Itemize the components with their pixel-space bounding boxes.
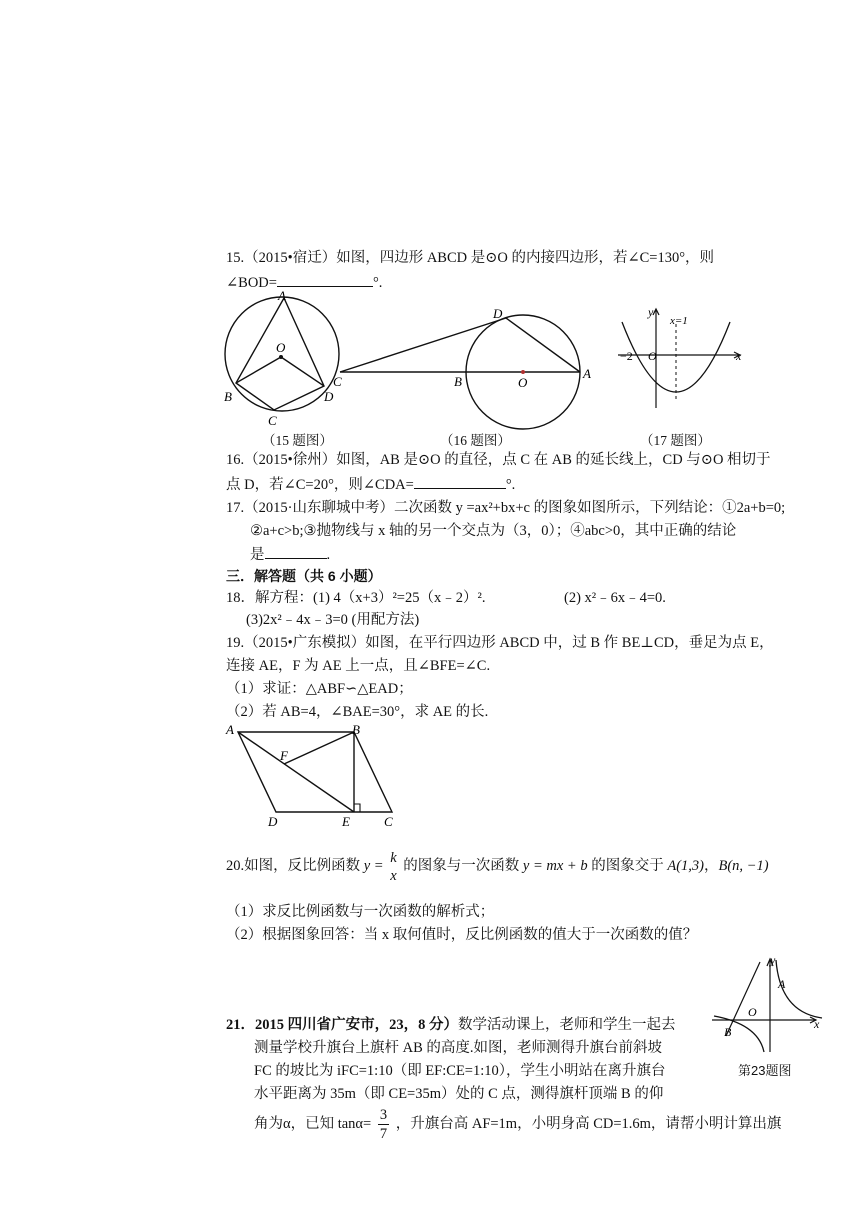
- q17-suffix: .: [326, 547, 331, 563]
- q18-line2: (3)2x²﹣4x﹣3=0 (用配方法): [246, 612, 420, 628]
- label-B: B: [724, 1025, 732, 1039]
- q19-line2: 连接 AE，F 为 AE 上一点，且∠BFE=∠C.: [226, 658, 491, 674]
- label-A: A: [778, 977, 786, 991]
- q15-prefix: ∠BOD=: [226, 275, 277, 291]
- separator: ，: [703, 858, 719, 874]
- q20-line2: （1）求反比例函数与一次函数的解析式；: [226, 904, 495, 920]
- answer-blank: [414, 474, 506, 489]
- q21-line5: [254, 1104, 781, 1144]
- point-B: B(n, −1): [718, 858, 769, 874]
- root-label: −2: [620, 349, 633, 363]
- label-A: A: [278, 288, 286, 303]
- q20-line1: [226, 848, 769, 885]
- label-C: C: [268, 413, 277, 428]
- q21-line5-suffix: ，升旗台高 AF=1m，小明身高 CD=1.6m，请帮小明计算出旗: [395, 1116, 782, 1132]
- fraction-denominator: x: [390, 867, 397, 884]
- figure-23-hyperbola-graph: [710, 952, 835, 1057]
- q16-suffix: °.: [505, 477, 516, 493]
- caption-23: 第23题图: [738, 1063, 792, 1078]
- y-axis-label: y: [770, 953, 776, 967]
- figure-17-parabola-graph: [612, 302, 752, 412]
- q21-line5-prefix: 角为α，已知 tanα=: [254, 1116, 372, 1132]
- caption-17: （17 题图）: [640, 433, 711, 448]
- q21-line2: 测量学校升旗台上旗杆 AB 的高度.如图，老师测得升旗台前斜坡: [254, 1040, 663, 1056]
- fraction-numerator: 3: [379, 1107, 388, 1124]
- symmetry-axis-label: x=1: [670, 315, 688, 327]
- label-B: B: [352, 722, 360, 737]
- label-C: C: [333, 374, 342, 389]
- q15-line1: 15.（2015•宿迁）如图，四边形 ABCD 是⊙O 的内接四边形，若∠C=130°，则: [226, 250, 715, 266]
- q15-suffix: °.: [372, 275, 383, 291]
- q17-line3: [250, 544, 330, 565]
- label-B: B: [224, 389, 232, 404]
- q20-prefix: 20.如图，反比例函数: [226, 858, 361, 874]
- label-O: O: [276, 340, 286, 355]
- q20-line3: （2）根据图象回答：当 x 取何值时，反比例函数的值大于一次函数的值？: [226, 927, 698, 943]
- fraction-k-over-x: [390, 849, 396, 885]
- origin-label: O: [748, 1005, 757, 1019]
- q16-line1: 16.（2015•徐州）如图，AB 是⊙O 的直径，点 C 在 AB 的延长线上，CD 与⊙O 相切于: [226, 452, 771, 468]
- label-E: E: [342, 814, 350, 829]
- figure-19-parallelogram: [222, 720, 412, 832]
- q21-line3: FC 的坡比为 iFC=1:10（即 EF:CE=1:10），学生小明站在离升旗台: [254, 1063, 666, 1079]
- x-axis-label: x: [814, 1017, 820, 1031]
- answer-blank: [277, 272, 373, 287]
- q19-line4: （2）若 AB=4，∠BAE=30°，求 AE 的长.: [226, 704, 489, 720]
- q18-line1a: 18．解方程：(1) 4（x+3）²=25（x﹣2）².: [226, 590, 486, 606]
- label-A: A: [583, 366, 591, 381]
- q16-prefix: 点 D，若∠C=20°，则∠CDA=: [226, 477, 414, 493]
- label-B: B: [454, 374, 462, 389]
- q17-line2: ②a+c>b;③抛物线与 x 轴的另一个交点为（3，0）；④abc>0，其中正确的结论: [250, 523, 737, 539]
- figure-16-tangent-diagram: [330, 300, 600, 430]
- q21-line1-rest: 数学活动课上，老师和学生一起去: [458, 1017, 676, 1033]
- label-O: O: [518, 375, 528, 390]
- fraction-numerator: k: [390, 849, 397, 866]
- figure-15-circle-diagram: [220, 288, 345, 428]
- label-A: A: [226, 722, 234, 737]
- q17-line1: 17.（2015·山东聊城中考）二次函数 y =ax²+bx+c 的图象如图所示，下列结论：①2a+b=0;: [226, 500, 786, 516]
- y-axis-label: y: [648, 305, 654, 319]
- caption-15: （15 题图）: [262, 433, 333, 448]
- function-1-lhs: y =: [363, 858, 384, 874]
- fraction-tan: [378, 1106, 389, 1143]
- q20-mid: 的图象与一次函数: [403, 858, 520, 874]
- function-2: y = mx + b: [522, 858, 588, 874]
- q19-line3: （1）求证：△ABF∽△EAD；: [226, 681, 413, 697]
- q17-prefix: 是: [250, 547, 265, 563]
- q21-source: 21．2015 四川省广安市，23，8 分）: [226, 1017, 458, 1033]
- q21-line1: [226, 1015, 676, 1035]
- label-D: D: [268, 814, 278, 829]
- q19-line1: 19.（2015•广东模拟）如图，在平行四边形 ABCD 中，过 B 作 BE⊥CD，垂足为点 E，: [226, 635, 774, 651]
- answer-blank: [265, 544, 327, 559]
- q16-line2: [226, 474, 515, 495]
- caption-16: （16 题图）: [440, 433, 511, 448]
- section-heading: 三．解答题（共 6 小题）: [226, 568, 382, 584]
- fraction-denominator: 7: [379, 1126, 388, 1143]
- q18-line1b: (2) x²﹣6x﹣4=0.: [564, 590, 666, 606]
- label-D: D: [324, 389, 334, 404]
- origin-label: O: [648, 349, 657, 363]
- label-F: F: [280, 748, 288, 763]
- point-A: A(1,3): [667, 858, 704, 874]
- x-axis-label: x: [736, 349, 742, 363]
- label-D: D: [493, 306, 503, 321]
- q20-mid2: 的图象交于: [591, 858, 664, 874]
- q21-line4: 水平距离为 35m（即 CE=35m）处的 C 点，测得旗杆顶端 B 的仰: [254, 1086, 664, 1102]
- label-C: C: [384, 814, 393, 829]
